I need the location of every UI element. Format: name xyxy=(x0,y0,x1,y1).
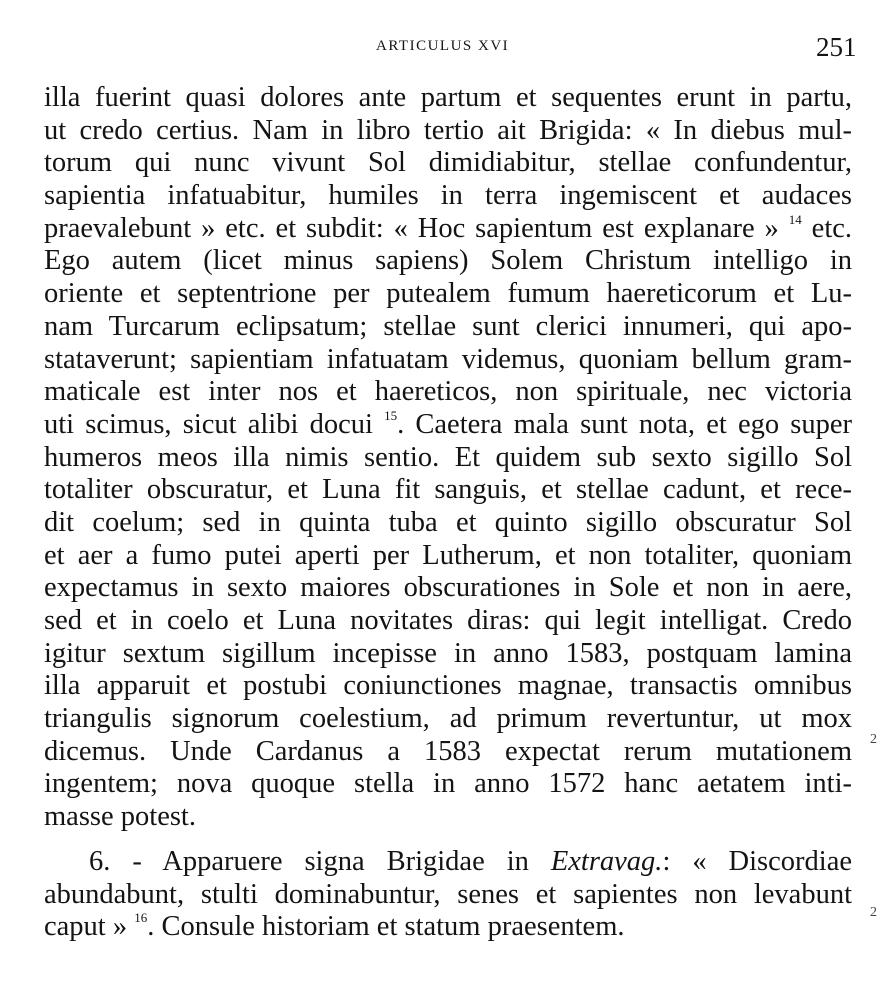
text-line xyxy=(44,911,852,944)
text-line: maticale est inter nos et haereticos, non spirituale, nec victoria xyxy=(44,376,852,408)
text-line: et aer a fumo putei aperti per Lutherum, et non totaliter, quoniam xyxy=(44,539,852,571)
text-segment: praevalebunt » etc. et subdit: « Hoc sapientum est explanare » xyxy=(44,212,779,244)
text-line: abundabunt, stulti dominabuntur, senes et sapientes non levabunt xyxy=(44,878,852,910)
text-line: sapientia infatuabitur, humiles in terra ingemiscent et audaces xyxy=(44,180,852,212)
footnote-ref: 14 xyxy=(788,211,802,227)
text-segment: : « Discordiae xyxy=(662,845,852,877)
text-line: masse potest. xyxy=(44,801,196,833)
paragraph-gap xyxy=(44,834,852,846)
footnote-ref: 16 xyxy=(134,910,148,926)
text-line: dit coelum; sed in quinta tuba et quinto sigillo obscuratur Sol xyxy=(44,506,852,538)
page-number: 251 xyxy=(816,32,857,62)
text-line: Ego autem (licet minus sapiens) Solem Christum intelligo in xyxy=(44,245,852,277)
text-line: torum qui nunc vivunt Sol dimidiabitur, stellae confundentur, xyxy=(44,147,852,179)
text-line xyxy=(44,846,852,879)
italic-title: Extravag. xyxy=(550,845,663,877)
text-segment: . Consule historiam et statum praesentem. xyxy=(147,911,625,943)
text-segment: etc. xyxy=(801,212,853,244)
text-line: igitur sextum sigillum incepisse in anno 1583, postquam lamina xyxy=(44,637,852,669)
text-line: nam Turcarum eclipsatum; stellae sunt clerici innumeri, qui apo- xyxy=(44,310,852,342)
text-line: illa apparuit et postubi coniunctiones magnae, transactis omnibus xyxy=(44,670,852,702)
text-line: triangulis signorum coelestium, ad primum revertuntur, ut mox xyxy=(44,703,852,735)
footnote-ref: 15 xyxy=(384,407,398,423)
text-line xyxy=(44,213,852,246)
running-head-title: ARTICULUS XVI xyxy=(376,38,510,54)
paragraph-1 xyxy=(44,82,852,834)
text-segment: caput » xyxy=(44,911,128,943)
body-text xyxy=(44,82,852,944)
text-line: illa fuerint quasi dolores ante partum et sequentes erunt in partu, xyxy=(44,82,852,113)
margin-mark: 2 xyxy=(870,905,877,920)
text-line: dicemus. Unde Cardanus a 1583 expectat rerum mutationem xyxy=(44,735,852,767)
text-line: ut credo certius. Nam in libro tertio ait Brigida: « In diebus mul- xyxy=(44,114,852,146)
text-line: ingentem; nova quoque stella in anno 1572 hanc aetatem inti- xyxy=(44,768,852,800)
text-segment: 6. - Apparuere signa Brigidae in xyxy=(89,845,551,877)
running-head xyxy=(0,32,891,62)
text-line: stataverunt; sapientiam infatuatam videmus, quoniam bellum gram- xyxy=(44,343,852,375)
text-line: oriente et septentrione per putealem fumum haereticorum et Lu- xyxy=(44,278,852,310)
text-segment: . Caetera mala sunt nota, et ego super xyxy=(397,408,852,440)
text-line: totaliter obscuratur, et Luna fit sanguis, et stellae cadunt, et rece- xyxy=(44,474,852,506)
margin-mark: 2 xyxy=(870,732,877,747)
text-line: sed et in coelo et Luna novitates diras: qui legit intelligat. Credo xyxy=(44,605,852,636)
text-line: humeros meos illa nimis sentio. Et quidem sub sexto sigillo Sol xyxy=(44,441,852,473)
text-line: expectamus in sexto maiores obscurationes in Sole et non in aere, xyxy=(44,572,852,604)
paragraph-2 xyxy=(44,846,852,944)
text-line xyxy=(44,409,852,442)
text-segment: uti scimus, sicut alibi docui xyxy=(44,408,373,440)
